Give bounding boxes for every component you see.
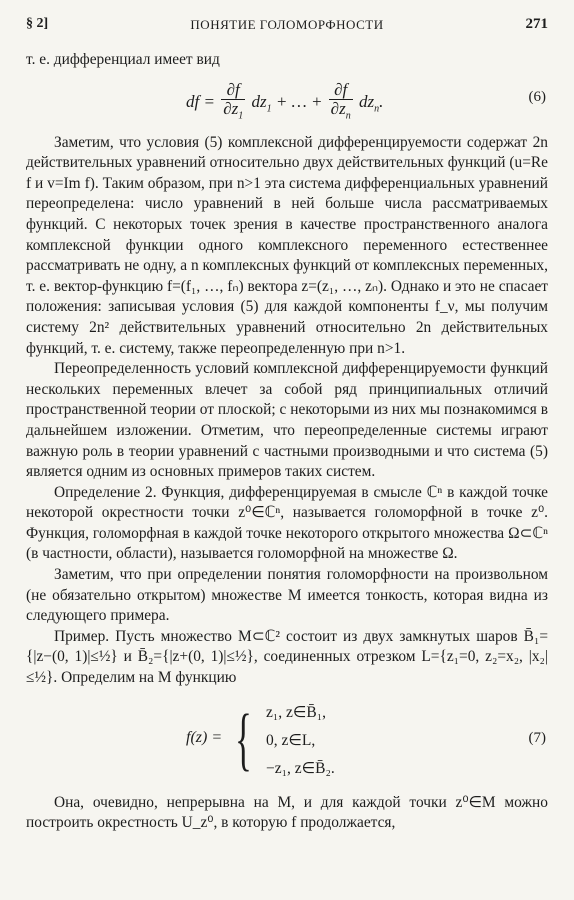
definition-2: Определение 2. Функция, дифференцируемая в смысле ℂⁿ в каждой точке некоторой окрестности точки z⁰∈ℂⁿ, называется голоморфной в точке z⁰. Функция, голоморфная в каждой точке некоторого открытого множества Ω⊂ℂⁿ (в частности, области), называется голоморфной на множестве Ω. [26,483,548,563]
term-dz1: $dz_1$ + … + [251,91,323,115]
running-title: ПОНЯТИЕ ГОЛОМОРФНОСТИ [190,17,384,32]
fraction-df-dzn: $\frac{\partial f}{\partial z_n}$ [330,79,351,121]
paragraph-1: Заметим, что условия (5) комплексной дифференцируемости содержат 2n действительных уравнений относительно двух действительных функций (u=Re f и v=Im f). Таким образом, при n>1 эта система дифференциальных уравнений переопределена: число уравнений в ней больше числа рассматриваемых функций. С некоторых точек зрения в качестве пространственного аналога комплексной функции одного комплексного переменного естественнее рассматривать не одну, а n комплексных функций от комплексных переменных, т. е. вектор-функцию f=(f₁, …, fₙ) вектора z=(z₁, …, zₙ). Однако и это не спасает положения: записывая условия (5) для каждой компоненты f_ν, мы получим систему 2n² действительных уравнений относительно 2n действительных функций, т. е. систему, также переопределенную при n>1. [26,133,548,357]
paragraph-2: Переопределенность условий комплексной дифференцируемости функций нескольких переменных влечет за собой ряд принципиальных отличий пространственной теории от плоской; с некоторыми из них мы познакомимся в дальнейшем изложении. Отметим, что переопределенные системы играют важную роль в теории уравнений с частными производными и что система (5) является одним из основных примеров таких систем. [26,360,548,481]
formula-6 [26,73,548,129]
formula-6-content [186,81,383,125]
page-body [26,50,548,834]
section-mark: § 2] [26,16,49,31]
case-row: 0, z∈L, [266,731,316,749]
equation-number-6: (6) [528,88,546,105]
case-row: −z₁, z∈B̄₂. [266,759,335,777]
paragraph-4: Заметим, что при определении понятия голоморфности на произвольном (не обязательно открытом) множестве M имеется тонкость, которая видна из следующего примера. [26,566,548,625]
page-number: 271 [525,16,548,32]
running-header [26,16,548,38]
formula-7-lhs: f(z) = [186,728,223,746]
formula-6-text [186,79,384,121]
example-paragraph: Пример. Пусть множество M⊂ℂ² состоит из двух замкнутых шаров B̄₁={|z−(0, 1)|≤½} и B̄₂={|z+(0, 1)|≤½}, соединенных отрезком L={z₁=0, z₂=x₂, |x₂|≤½}. Определим на M функцию [26,627,548,687]
formula-7 [26,695,548,787]
fraction-df-dz1: $\frac{\partial f}{\partial z_1}$ [223,79,244,121]
formula-6-lhs: df = [186,91,215,111]
formula-7-cases [266,699,335,783]
case-row: z₁, z∈B̄₁, [266,703,327,721]
term-dzn: $dz_n$. [358,91,384,115]
paragraph-6: Она, очевидно, непрерывна на M, и для каждой точки z⁰∈M можно построить окрестность U_z⁰, в которую f продолжается, [26,793,548,832]
equation-number-7: (7) [528,729,546,746]
left-brace: { [235,700,252,778]
intro-line: т. е. дифференциал имеет вид [26,51,220,68]
